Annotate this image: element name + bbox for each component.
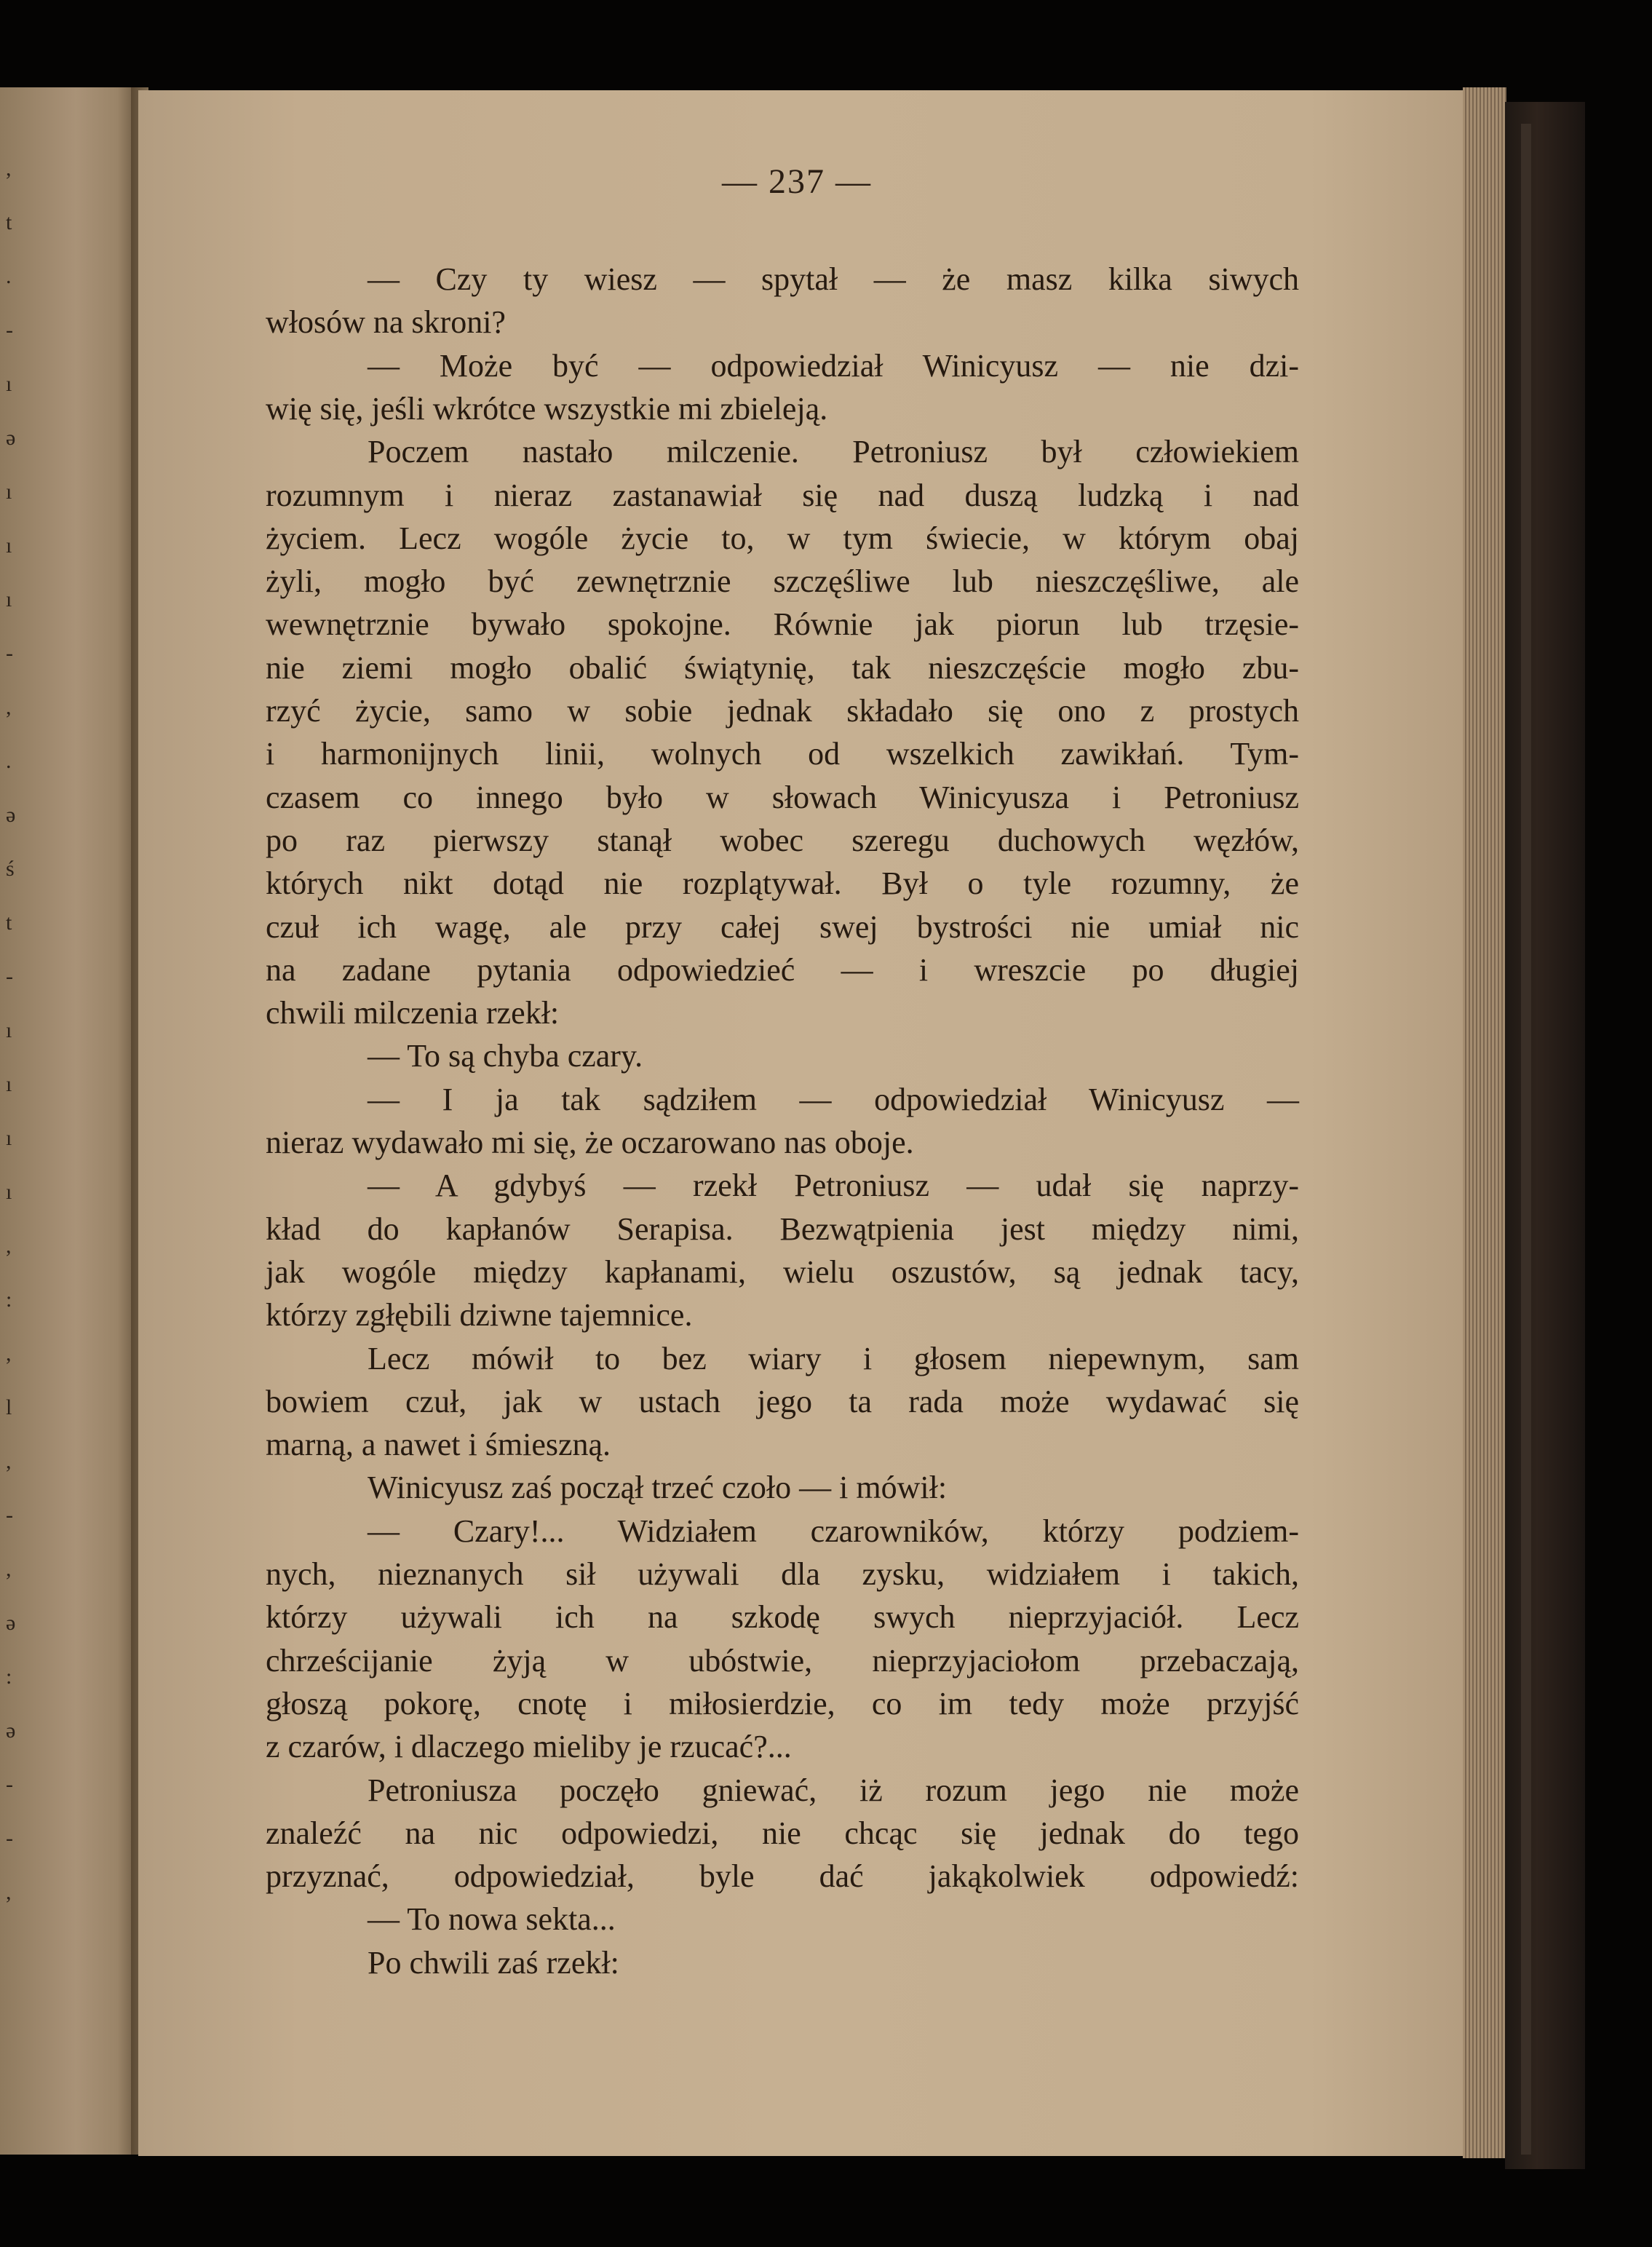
facing-page-fragment: ə <box>6 803 16 827</box>
text-line: przyznać, odpowiedział, byle dać jakąkolwiek odpowiedź: <box>266 1858 1299 1895</box>
facing-page-fragment: , <box>6 156 12 181</box>
text-line: którzy używali ich na szkodę swych nieprzyjaciół. Lecz <box>266 1599 1299 1636</box>
cover-edge <box>1521 124 1531 2155</box>
text-line: — Może być — odpowiedział Winicyusz — nie dzi- <box>368 347 1299 384</box>
text-line: nych, nieznanych sił używali dla zysku, widziałem i takich, <box>266 1556 1299 1592</box>
text-line: po raz pierwszy stanął wobec szeregu duchowych węzłów, <box>266 822 1299 858</box>
book-cover <box>1505 102 1585 2169</box>
facing-page-fragment: ı <box>6 587 12 611</box>
text-line: czasem co innego było w słowach Winicyusza i Petroniusz <box>266 779 1299 815</box>
text-line: i harmonijnych linii, wolnych od wszelkich zawikłań. Tym- <box>266 736 1299 772</box>
page-number: — 237 — <box>722 162 872 201</box>
text-line: włosów na skroni? <box>266 304 506 341</box>
facing-page-edge <box>0 87 138 2155</box>
text-line: chwili milczenia rzekł: <box>266 995 560 1031</box>
facing-page-fragment: ı <box>6 1180 12 1204</box>
text-line: z czarów, i dlaczego mieliby je rzucać?... <box>266 1729 792 1765</box>
text-line: głoszą pokorę, cnotę i miłosierdzie, co im tedy może przyjść <box>266 1685 1299 1721</box>
text-line: jak wogóle między kapłanami, wielu oszustów, są jednak tacy, <box>266 1253 1299 1290</box>
facing-page-text-fragments <box>0 87 22 2155</box>
facing-page-fragment: . <box>6 749 12 773</box>
facing-page-fragment: . <box>6 264 12 288</box>
text-line: znaleźć na nic odpowiedzi, nie chcąc się jednak do tego <box>266 1815 1299 1851</box>
facing-page-fragment: - <box>6 1826 13 1850</box>
facing-page-fragment: , <box>6 1557 12 1581</box>
facing-page-fragment: - <box>6 318 13 342</box>
facing-page-fragment: , <box>6 1342 12 1366</box>
text-line: Po chwili zaś rzekł: <box>368 1944 619 1981</box>
text-line: czuł ich wagę, ale przy całej swej bystrości nie umiał nic <box>266 908 1299 945</box>
text-line: — To nowa sekta... <box>368 1901 616 1938</box>
facing-page-fragment: t <box>6 210 12 234</box>
text-line: — I ja tak sądziłem — odpowiedział Winicyusz — <box>368 1081 1299 1117</box>
page-edges <box>1463 87 1506 2158</box>
facing-page-fragment: ś <box>6 857 15 881</box>
facing-page-fragment: ə <box>6 426 16 450</box>
text-line: rzyć życie, samo w sobie jednak składało się ono z prostych <box>266 693 1299 729</box>
text-line: — To są chyba czary. <box>368 1038 643 1074</box>
text-line: chrześcijanie żyją w ubóstwie, nieprzyjaciołom przebaczają, <box>266 1642 1299 1679</box>
facing-page-fragment: , <box>6 1449 12 1473</box>
text-line: Petroniusza poczęło gniewać, iż rozum jego nie może <box>368 1772 1299 1808</box>
text-line: nie ziemi mogło obalić świątynię, tak nieszczęście mogło zbu- <box>266 649 1299 686</box>
text-line: którzy zgłębili dziwne tajemnice. <box>266 1297 693 1333</box>
facing-page-fragment: ı <box>6 534 12 558</box>
text-line: — Czy ty wiesz — spytał — że masz kilka siwych <box>368 261 1299 297</box>
facing-page-fragment: ı <box>6 1018 12 1042</box>
text-line: żyli, mogło być zewnętrznie szczęśliwe lub nieszczęśliwe, ale <box>266 563 1299 600</box>
facing-page-fragment: ı <box>6 1072 12 1096</box>
text-line: Poczem nastało milczenie. Petroniusz był człowiekiem <box>368 434 1299 470</box>
text-line: wię się, jeśli wkrótce wszystkie mi zbieleją. <box>266 390 828 427</box>
facing-page-fragment: ı <box>6 372 12 396</box>
facing-page-fragment: : <box>6 1288 12 1312</box>
facing-page-fragment: , <box>6 695 12 719</box>
facing-page-fragment: ə <box>6 1611 16 1635</box>
facing-page-fragment: : <box>6 1665 12 1689</box>
facing-page-fragment: , <box>6 1880 12 1904</box>
text-line: bowiem czuł, jak w ustach jego ta rada może wydawać się <box>266 1383 1299 1419</box>
text-line: — A gdybyś — rzekł Petroniusz — udał się naprzy- <box>368 1168 1299 1204</box>
facing-page-fragment: - <box>6 964 13 988</box>
facing-page-fragment: l <box>6 1395 12 1419</box>
text-line: na zadane pytania odpowiedzieć — i wreszcie po długiej <box>266 951 1299 988</box>
facing-page-fragment: , <box>6 1234 12 1258</box>
text-line: kład do kapłanów Serapisa. Bezwątpienia jest między nimi, <box>266 1210 1299 1247</box>
facing-page-fragment: - <box>6 1503 13 1527</box>
text-line: — Czary!... Widziałem czarowników, którzy podziem- <box>368 1513 1299 1549</box>
text-line: nieraz wydawało mi się, że oczarowano nas oboje. <box>266 1125 914 1160</box>
facing-page-fragment: - <box>6 641 13 665</box>
text-line: rozumnym i nieraz zastanawiał się nad duszą ludzką i nad <box>266 477 1299 513</box>
facing-page-fragment: ə <box>6 1719 16 1743</box>
text-line: wewnętrznie bywało spokojne. Równie jak piorun lub trzęsie- <box>266 606 1299 643</box>
text-line: Winicyusz zaś począł trzeć czoło — i mówił: <box>368 1470 948 1506</box>
text-line: których nikt dotąd nie rozplątywał. Był o tyle rozumny, że <box>266 865 1299 902</box>
text-line: Lecz mówił to bez wiary i głosem niepewnym, sam <box>368 1340 1299 1376</box>
facing-page-fragment: - <box>6 1772 13 1796</box>
facing-page-fragment: ı <box>6 1126 12 1150</box>
text-line: marną, a nawet i śmieszną. <box>266 1427 611 1463</box>
text-line: życiem. Lecz wogóle życie to, w tym świecie, w którym obaj <box>266 520 1299 556</box>
facing-page-fragment: t <box>6 911 12 935</box>
facing-page-fragment: ı <box>6 480 12 504</box>
